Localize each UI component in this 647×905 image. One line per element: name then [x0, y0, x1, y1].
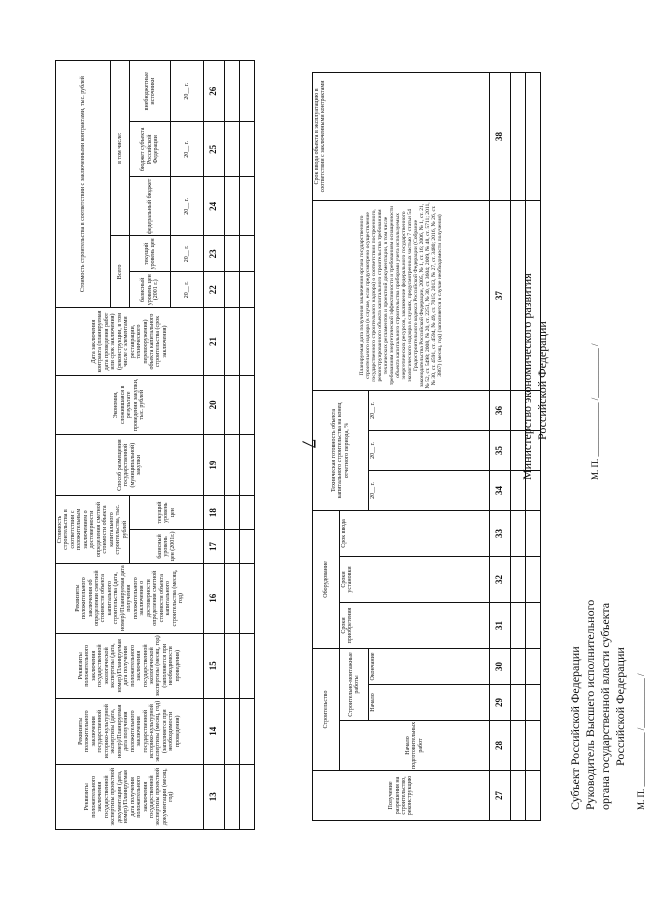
- header-c34-year: 20__ г.: [369, 470, 490, 510]
- header-c38: Срок ввода объекта в эксплуатацию в соответствии с заключенными контрактами: [313, 72, 490, 200]
- header-nachalo: Начало: [369, 685, 490, 721]
- header-c15: Реквизиты положительного заключения государственной экологической экспертизы (дата, номер)/Планируемая дата получения положительного заключения государственной экологической экспертизы (месяц, год) (заполняется при необходимости проведения): [56, 633, 204, 698]
- header-bs: бюджет субъекта Российской Федерации: [130, 122, 171, 177]
- page-number: 7: [297, 438, 320, 449]
- column-number: 37: [490, 200, 511, 390]
- header-c21: Дата заключения контракта (планируемая дата проведения работ или срок заключения) (реконструкции, в том числе с элементами реставрации, технического перевооружения) объекта капитального строительства (срок заключения): [56, 308, 204, 376]
- column-number: 26: [204, 61, 225, 122]
- column-number: 30: [490, 649, 511, 685]
- table-construction-cost: [55, 60, 255, 830]
- header-c20: Экономия, сложившаяся в результате проведения закупки, тыс. рублей: [56, 375, 204, 434]
- column-number: 24: [204, 177, 225, 236]
- signature-ministry-line: Российской Федерации: [535, 321, 549, 440]
- header-c36-year: 20__ г.: [369, 390, 490, 430]
- header-vi: внебюджетные источники: [130, 61, 171, 122]
- column-number: 16: [204, 563, 225, 633]
- seal-place-line: М. П. ____________ /___________ /: [636, 673, 646, 810]
- header-nachalo-podg: Начало подготовительных работ: [340, 721, 490, 771]
- header-c16: Реквизиты положительного заключения об определении сметной стоимости объекта капитального строительства (дата, номер)/Планируемая дата получения положительного заключения о достоверности определения сметной стоимости объекта капитального строительства (месяц, год): [56, 563, 204, 633]
- header-c25-year: 20__ г.: [171, 122, 204, 177]
- header-c13: Реквизиты положительного заключения государственной экспертизы проектной документации (дата, номер)/Планируемая дата получения положительного заключения государственной экспертизы проектной документации (месяц, год): [56, 764, 204, 829]
- signature-ministry-line: Министерство экономического развития: [520, 273, 534, 480]
- table-construction-schedule: [312, 72, 541, 821]
- header-tech-gotov: Техническая готовность объекта капитального строительства на конец отчетного периода, %: [313, 390, 369, 510]
- header-srok-vvoda: Срок ввода: [340, 510, 490, 556]
- header-c22-year: 20__ г.: [171, 272, 204, 308]
- table-row-empty: [240, 61, 255, 830]
- signature-block-region: [568, 510, 647, 810]
- column-number: 29: [490, 685, 511, 721]
- column-number: 17: [204, 530, 225, 564]
- header-sroki-ust: Сроки установки: [340, 557, 490, 603]
- header-c17-18: Стоимость строительства в соответствии с положительным заключением о достоверности определения сметной стоимости объекта капитального строительства, тыс. рублей: [56, 496, 130, 564]
- column-number: 36: [490, 390, 511, 430]
- column-number: 28: [490, 721, 511, 771]
- column-number: 18: [204, 496, 225, 530]
- column-number: 22: [204, 272, 225, 308]
- header-c22: базисный уровень цен (2001 г.): [130, 272, 171, 308]
- table-row-empty: [225, 61, 240, 830]
- signature-region-line: Российской Федерации: [613, 647, 627, 766]
- column-number: 23: [204, 236, 225, 272]
- column-number: 27: [490, 771, 511, 821]
- header-c26-year: 20__ г.: [171, 61, 204, 122]
- column-number: 33: [490, 510, 511, 556]
- column-number: 35: [490, 430, 511, 470]
- column-number: 15: [204, 633, 225, 698]
- header-stroitelstvo: Строительство: [313, 649, 340, 771]
- signature-region-line: Субъект Российской Федерации: [568, 646, 582, 810]
- column-number: 34: [490, 470, 511, 510]
- header-c18: текущий уровень цен: [130, 496, 204, 530]
- header-c27: Получение разрешения на строительство, реконструкцию: [313, 771, 490, 821]
- header-stroit-mont: Строительно-монтажные работы: [340, 649, 369, 721]
- header-vtch: в том числе:: [110, 61, 129, 236]
- header-c37: Планируемая дата получения заключения органа государственного строительного надзора (в случае, если предусмотрено осуществление государственного строительного надзора) о соответствии построенного, реконструированного объекта капитального строительства требованиям технических регламентов и проектной документации, в том числе требованиям энергетической эффективности и требованиям оснащенности объекта капитального строительства приборами учета используемых энергетических ресурсов, заключение федерального государственного экологического надзора в случаях, предусмотренных частью 7 статьи 54 Градостроительного кодекса Российской Федерации (Собрание законодательства Российской Федерации, 2005, № 1, ст. 16; 2006, № 1, ст. 21, № 52, ст. 5498; 2008, № 20, ст. 2251, № 30, ст. 3604; 2009, № 48, ст. 5711; 2011, № 30, ст. 4591, ст. 4594, № 49, ст. 7015; 2013, № 27, ст. 3480; 2016, № 26, ст. 3867) (месяц, год) (заполняется в случае необходимости получения): [313, 200, 490, 390]
- column-number: 32: [490, 557, 511, 603]
- header-oborudovanie: Оборудование: [313, 510, 340, 648]
- table-row-column-numbers: [204, 61, 225, 830]
- column-number: 13: [204, 764, 225, 829]
- header-c35-year: 20__ г.: [369, 430, 490, 470]
- header-sroki-priobr: Сроки приобретения: [340, 603, 490, 649]
- header-c14: Реквизиты положительного заключения государственной историко-культурной экспертизы (дата, номер)/Планируемая дата получения положительного заключения государственной историко-культурной экспертизы (месяц, год) (заполняется при необходимости проведения): [56, 699, 204, 764]
- column-number: 20: [204, 375, 225, 434]
- header-okonchanie: Окончание: [369, 649, 490, 685]
- column-number: 14: [204, 699, 225, 764]
- column-number: 31: [490, 603, 511, 649]
- column-number: 21: [204, 308, 225, 376]
- header-vsego: Всего: [110, 236, 129, 308]
- signature-block-ministry: [520, 180, 601, 480]
- header-c23: текущий уровень цен: [130, 236, 171, 272]
- signature-region-line: органа государственной власти субъекта: [598, 602, 612, 810]
- header-fb: федеральный бюджет: [130, 177, 171, 236]
- seal-place-line: М. П. ____________ /___________ /: [590, 343, 600, 480]
- table-row-column-numbers: [490, 72, 511, 820]
- column-number: 38: [490, 72, 511, 200]
- signature-region-line: Руководитель Высшего исполнительного: [583, 599, 597, 810]
- column-number: 19: [204, 434, 225, 495]
- header-c23-year: 20__ г.: [171, 236, 204, 272]
- column-number: 25: [204, 122, 225, 177]
- header-c19: Способ размещения государственной (муниципальной) закупки: [56, 434, 204, 495]
- header-c22-26: Стоимость строительства в соответствии с заключенными контрактами, тыс. рублей: [56, 61, 111, 308]
- header-c17: базисный уровень цен (2001г.): [130, 530, 204, 564]
- header-c24-year: 20__ г.: [171, 177, 204, 236]
